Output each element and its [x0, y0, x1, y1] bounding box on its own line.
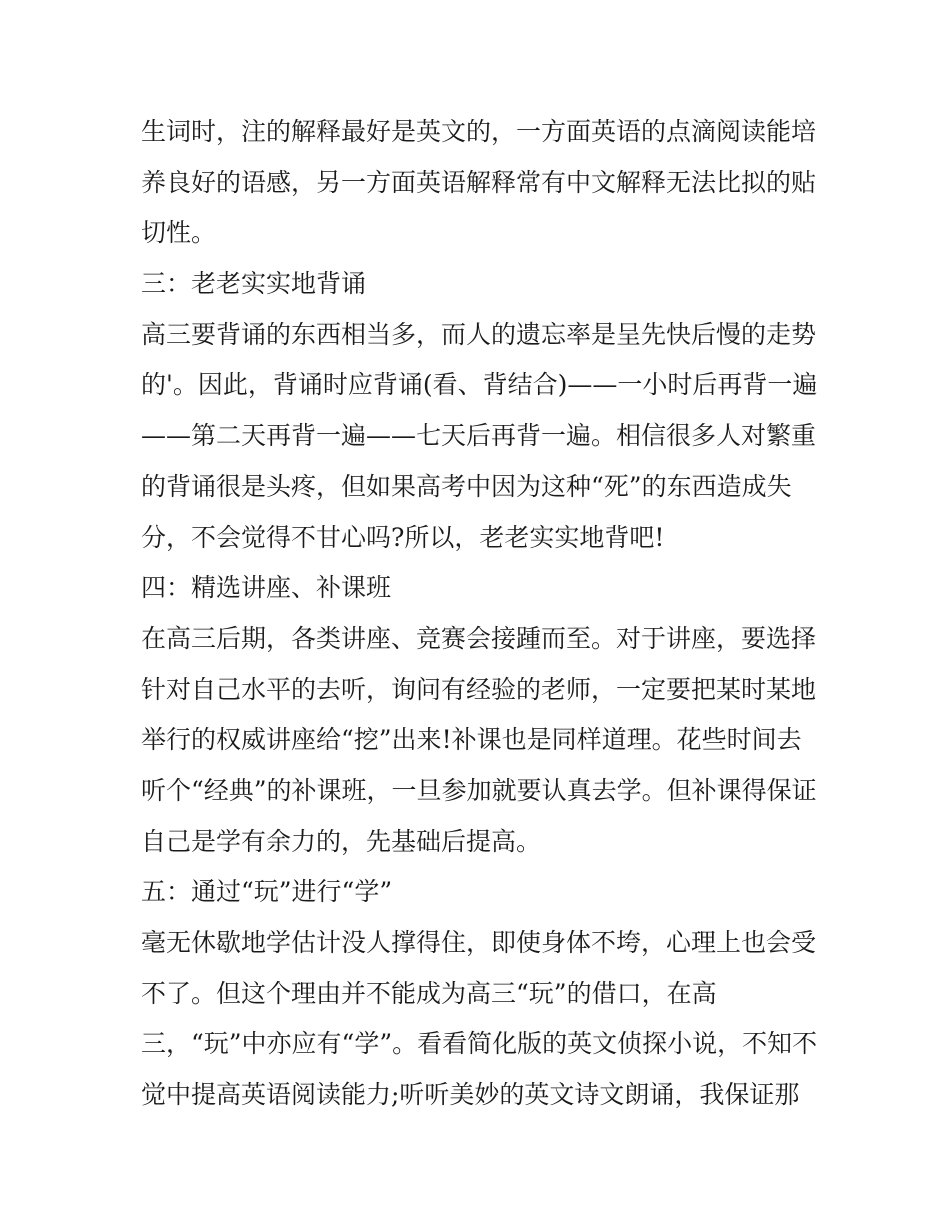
body-line: 高三要背诵的东西相当多，而人的遗忘率是呈先快后慢的走势	[141, 319, 817, 349]
body-line: 举行的权威讲座给“挖”出来!补课也是同样道理。花些时间去	[141, 725, 802, 755]
body-line: 自己是学有余力的，先基础后提高。	[141, 826, 542, 856]
body-line: 的'。因此，背诵时应背诵(看、背结合)——一小时后再背一遍	[141, 370, 818, 400]
body-line: ——第二天再背一遍——七天后再背一遍。相信很多人对繁重	[141, 421, 817, 451]
body-line: 毫无休歇地学估计没人撑得住，即使身体不垮，心理上也会受	[141, 928, 817, 957]
body-line: 的背诵很是头疼，但如果高考中因为这种“死”的东西造成失	[141, 471, 792, 501]
body-line: 三，“玩”中亦应有“学”。看看简化版的英文侦探小说，不知不	[141, 1029, 818, 1059]
body-line: 针对自己水平的去听，询问有经验的老师，一定要把某时某地	[141, 674, 817, 704]
body-line: 生词时，注的解释最好是英文的，一方面英语的点滴阅读能培	[141, 117, 817, 146]
section-heading: 三：老老实实地背诵	[141, 269, 367, 299]
body-line: 在高三后期，各类讲座、竞赛会接踵而至。对于讲座，要选择	[141, 623, 817, 653]
body-line: 听个“经典”的补课班，一旦参加就要认真去学。但补课得保证	[141, 775, 817, 805]
body-line: 觉中提高英语阅读能力;听听美妙的英文诗文朗诵，我保证那	[141, 1080, 800, 1110]
body-line: 不了。但这个理由并不能成为高三“玩”的借口，在高	[141, 978, 717, 1008]
document-body	[141, 107, 821, 1121]
section-heading: 四：精选讲座、补课班	[141, 573, 392, 603]
body-line: 养良好的语感，另一方面英语解释常有中文解释无法比拟的贴	[141, 167, 817, 197]
body-line: 切性。	[141, 218, 217, 248]
section-heading: 五：通过“玩”进行“学”	[141, 877, 393, 907]
body-line: 分，不会觉得不甘心吗?所以，老老实实地背吧!	[141, 522, 665, 552]
